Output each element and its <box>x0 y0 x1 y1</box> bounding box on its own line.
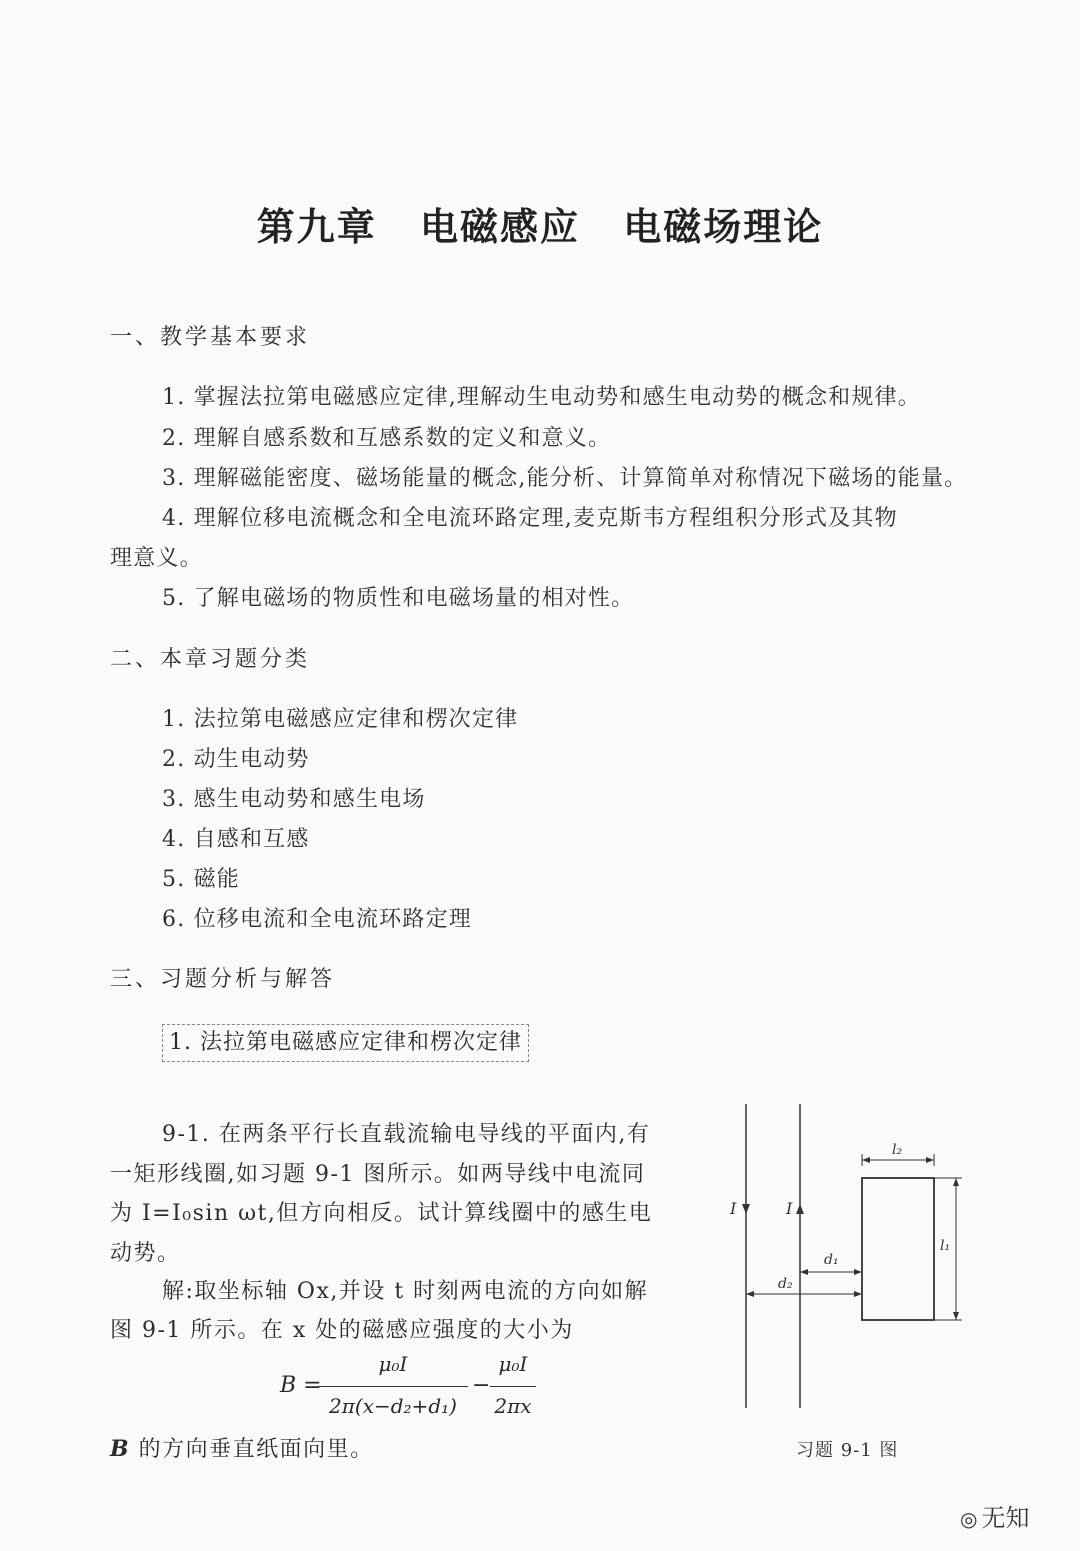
solution-line: 解:取坐标轴 Ox,并设 t 时刻两电流的方向如解 <box>162 1279 649 1304</box>
list-item: 5. 了解电磁场的物质性和电磁场量的相对性。 <box>162 586 635 611</box>
problem-line: 一矩形线圈,如习题 9-1 图所示。如两导线中电流同 <box>110 1162 646 1187</box>
chapter-topic-1: 电磁感应 <box>419 204 580 249</box>
solution-line: 图 9-1 所示。在 x 处的磁感应强度的大小为 <box>110 1318 574 1343</box>
list-item: 4. 理解位移电流概念和全电流环路定理,麦克斯韦方程组积分形式及其物 <box>162 506 898 531</box>
label-d1: d₁ <box>824 1252 839 1268</box>
field-symbol: B <box>110 1436 131 1462</box>
current-arrow-down-icon <box>742 1204 750 1214</box>
list-item: 6. 位移电流和全电流环路定理 <box>162 907 472 932</box>
list-item: 1. 掌握法拉第电磁感应定律,理解动生电动势和感生电动势的概念和规律。 <box>162 385 921 410</box>
list-item: 2. 动生电动势 <box>162 747 310 772</box>
current-arrow-up-icon <box>796 1204 804 1214</box>
fraction-bar-2 <box>490 1386 536 1387</box>
formula-lhs: B = <box>280 1373 322 1398</box>
chat-bubble-icon: ◎ <box>960 1507 978 1531</box>
figure-9-1 <box>720 1096 1000 1426</box>
list-item: 1. 法拉第电磁感应定律和楞次定律 <box>162 707 519 732</box>
chapter-number: 第九章 <box>256 204 377 249</box>
list-item-continuation: 理意义。 <box>110 546 203 571</box>
rectangular-coil <box>862 1178 934 1320</box>
problem-line: 为 I=I₀sin ωt,但方向相反。试计算线圈中的感生电 <box>110 1201 653 1226</box>
footer-logo <box>960 1498 1029 1533</box>
problem-line: 9-1. 在两条平行长直载流输电导线的平面内,有 <box>162 1122 651 1147</box>
topic-box: 1. 法拉第电磁感应定律和楞次定律 <box>162 1024 529 1062</box>
logo-text: 无知 <box>981 1504 1030 1532</box>
fraction-bar-1 <box>318 1386 468 1387</box>
formula-numerator-2: μ₀I <box>498 1352 528 1376</box>
label-d2: d₂ <box>778 1276 793 1292</box>
label-l2: l₂ <box>892 1142 903 1158</box>
chapter-title <box>0 196 1080 251</box>
list-item: 4. 自感和互感 <box>162 827 310 852</box>
formula-denominator-2: 2πx <box>494 1394 532 1418</box>
label-l1: l₁ <box>940 1238 951 1254</box>
problem-line: 动势。 <box>110 1241 181 1266</box>
chapter-topic-2: 电磁场理论 <box>623 204 824 249</box>
list-item: 5. 磁能 <box>162 867 240 892</box>
formula-denominator-1: 2π(x−d₂+d₁) <box>329 1394 457 1418</box>
list-item: 3. 感生电动势和感生电场 <box>162 787 426 812</box>
direction-text: 的方向垂直纸面向里。 <box>130 1437 374 1462</box>
list-item: 3. 理解磁能密度、磁场能量的概念,能分析、计算简单对称情况下磁场的能量。 <box>162 466 968 491</box>
direction-note <box>110 1432 374 1463</box>
section-heading-requirements: 一、教学基本要求 <box>110 325 311 350</box>
formula-numerator-1: μ₀I <box>378 1352 408 1376</box>
list-item: 2. 理解自感系数和互感系数的定义和意义。 <box>162 426 612 451</box>
label-I-right: I <box>786 1199 793 1218</box>
figure-caption: 习题 9-1 图 <box>796 1440 899 1461</box>
formula-minus: − <box>472 1373 491 1398</box>
label-I-left: I <box>730 1199 737 1218</box>
section-heading-categories: 二、本章习题分类 <box>110 647 311 672</box>
section-heading-solutions: 三、习题分析与解答 <box>110 967 336 992</box>
